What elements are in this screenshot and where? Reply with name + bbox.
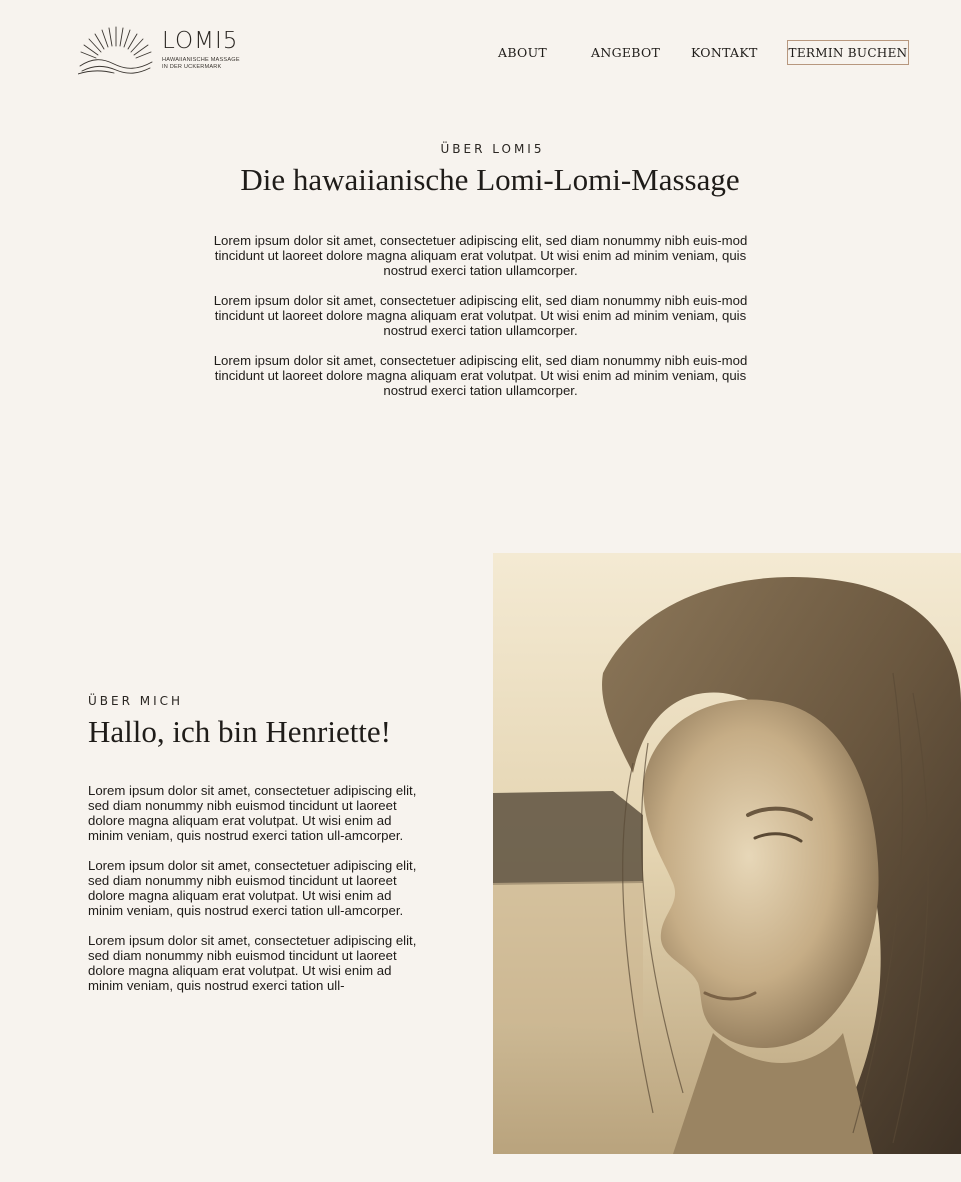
brand-tagline xyxy=(162,57,240,71)
portrait-photo xyxy=(493,553,961,1154)
book-appointment-button[interactable]: TERMIN BUCHEN xyxy=(787,40,909,65)
me-title: Hallo, ich bin Henriette! xyxy=(88,714,392,749)
me-text-block xyxy=(88,783,428,1008)
me-kicker: ÜBER MICH xyxy=(88,694,184,708)
brand-tagline-line2: IN DER UCKERMARK xyxy=(162,64,222,70)
brand-tagline-line1: HAWAIIANISCHE MASSAGE xyxy=(162,57,240,63)
brand-name: LOMI5 xyxy=(162,28,239,54)
portrait-photo-icon xyxy=(493,553,961,1154)
about-paragraph: Lorem ipsum dolor sit amet, consectetuer adipiscing elit, sed diam nonummy nibh euis-mod tincidunt ut laoreet dolore magna aliquam erat volutpat. Ut wisi enim ad minim veniam, quis nostrud exerci tation ullamcorper. xyxy=(213,353,748,398)
about-kicker: ÜBER LOMI5 xyxy=(440,142,545,156)
me-paragraph: Lorem ipsum dolor sit amet, consectetuer adipiscing elit, sed diam nonummy nibh euismod tincidunt ut laoreet dolore magna aliquam erat volutpat. Ut wisi enim ad minim veniam, quis nostrud exerci tation ull-amcorper. xyxy=(88,783,417,843)
about-paragraph: Lorem ipsum dolor sit amet, consectetuer adipiscing elit, sed diam nonummy nibh euis-mod tincidunt ut laoreet dolore magna aliquam erat volutpat. Ut wisi enim ad minim veniam, quis nostrud exerci tation ullamcorper. xyxy=(213,293,748,338)
me-paragraph: Lorem ipsum dolor sit amet, consectetuer adipiscing elit, sed diam nonummy nibh euismod tincidunt ut laoreet dolore magna aliquam erat volutpat. Ut wisi enim ad minim veniam, quis nostrud exerci tation ull- xyxy=(88,933,417,993)
nav-angebot-link[interactable]: ANGEBOT xyxy=(591,45,661,60)
me-paragraph: Lorem ipsum dolor sit amet, consectetuer adipiscing elit, sed diam nonummy nibh euismod tincidunt ut laoreet dolore magna aliquam erat volutpat. Ut wisi enim ad minim veniam, quis nostrud exerci tation ull-amcorper. xyxy=(88,858,417,918)
about-paragraph: Lorem ipsum dolor sit amet, consectetuer adipiscing elit, sed diam nonummy nibh euis-mod tincidunt ut laoreet dolore magna aliquam erat volutpat. Ut wisi enim ad minim veniam, quis nostrud exerci tation ullamcorper. xyxy=(213,233,748,278)
about-title: Die hawaiianische Lomi-Lomi-Massage xyxy=(240,162,740,197)
nav-kontakt-link[interactable]: KONTAKT xyxy=(691,45,758,60)
brand-logo[interactable] xyxy=(78,26,258,76)
about-text-block xyxy=(203,233,758,413)
nav-about-link[interactable]: ABOUT xyxy=(498,45,548,60)
sun-wave-logo-icon xyxy=(78,26,154,76)
